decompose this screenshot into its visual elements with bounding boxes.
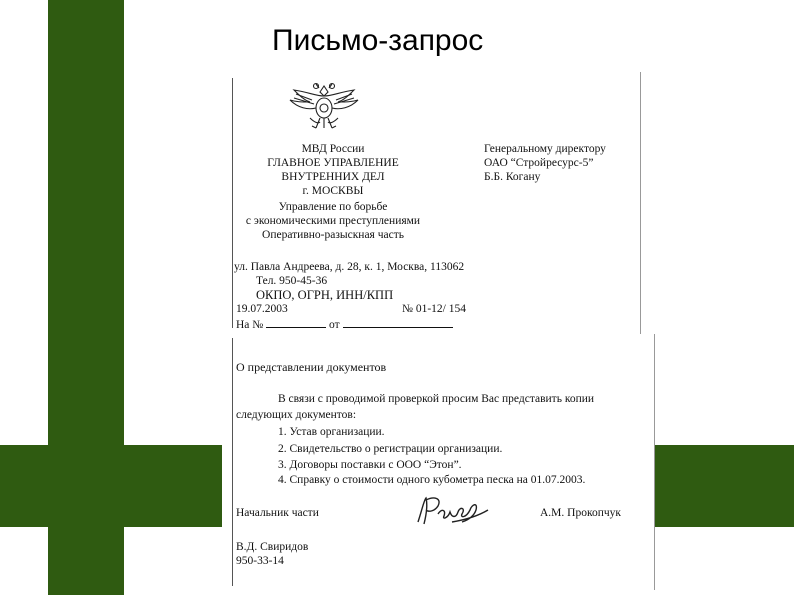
letterhead-line: Оперативно-разыскная часть [262, 229, 404, 241]
recipient-line: Генеральному директору [484, 143, 606, 155]
letter-subject: О представлении документов [236, 360, 387, 374]
letterhead-line: с экономическими преступлениями [245, 215, 421, 227]
recipient-line: Б.Б. Когану [484, 171, 541, 183]
letter-header-scan [222, 72, 641, 334]
letterhead-line: ВНУТРЕННИХ ДЕЛ [281, 171, 385, 183]
reference-line [236, 316, 453, 332]
reference-date-blank [343, 316, 453, 328]
letter-intro-continuation: следующих документов: [236, 409, 357, 421]
letterhead-codes: ОКПО, ОГРН, ИНН/КПП [256, 288, 394, 302]
request-item: 2. Свидетельство о регистрации организации. [278, 443, 503, 455]
reference-from: от [329, 319, 340, 331]
slide-title: Письмо-запрос [272, 24, 484, 57]
double-headed-eagle-icon [286, 78, 362, 134]
signature-position: Начальник части [236, 507, 319, 519]
signature-name: А.М. Прокопчук [540, 507, 621, 519]
letterhead-line: ГЛАВНОЕ УПРАВЛЕНИЕ [267, 157, 399, 169]
letter-body-scan [222, 334, 655, 590]
letter-intro: В связи с проводимой проверкой просим Вас представить копии [278, 393, 595, 405]
handwritten-signature [412, 492, 492, 532]
reference-prefix: На № [236, 319, 264, 331]
letterhead-line: МВД России [301, 143, 365, 155]
recipient-line: ОАО “Стройресурс-5” [484, 157, 594, 169]
letterhead-line: Управление по борьбе [278, 201, 388, 213]
request-item: 4. Справку о стоимости одного кубометра песка на 01.07.2003. [278, 474, 586, 486]
letter-number: № 01-12/ 154 [402, 303, 466, 315]
executor-phone: 950-33-14 [236, 555, 284, 567]
executor-name: В.Д. Свиридов [236, 541, 309, 553]
request-item: 1. Устав организации. [278, 426, 385, 438]
letterhead-address: ул. Павла Андреева, д. 28, к. 1, Москва, 113062 [234, 261, 465, 273]
letterhead-line: г. МОСКВЫ [302, 185, 364, 197]
reference-number-blank [266, 316, 326, 328]
letterhead-phone: Тел. 950-45-36 [256, 275, 328, 287]
request-item: 3. Договоры поставки с ООО “Этон”. [278, 459, 462, 471]
letter-date: 19.07.2003 [236, 303, 288, 315]
